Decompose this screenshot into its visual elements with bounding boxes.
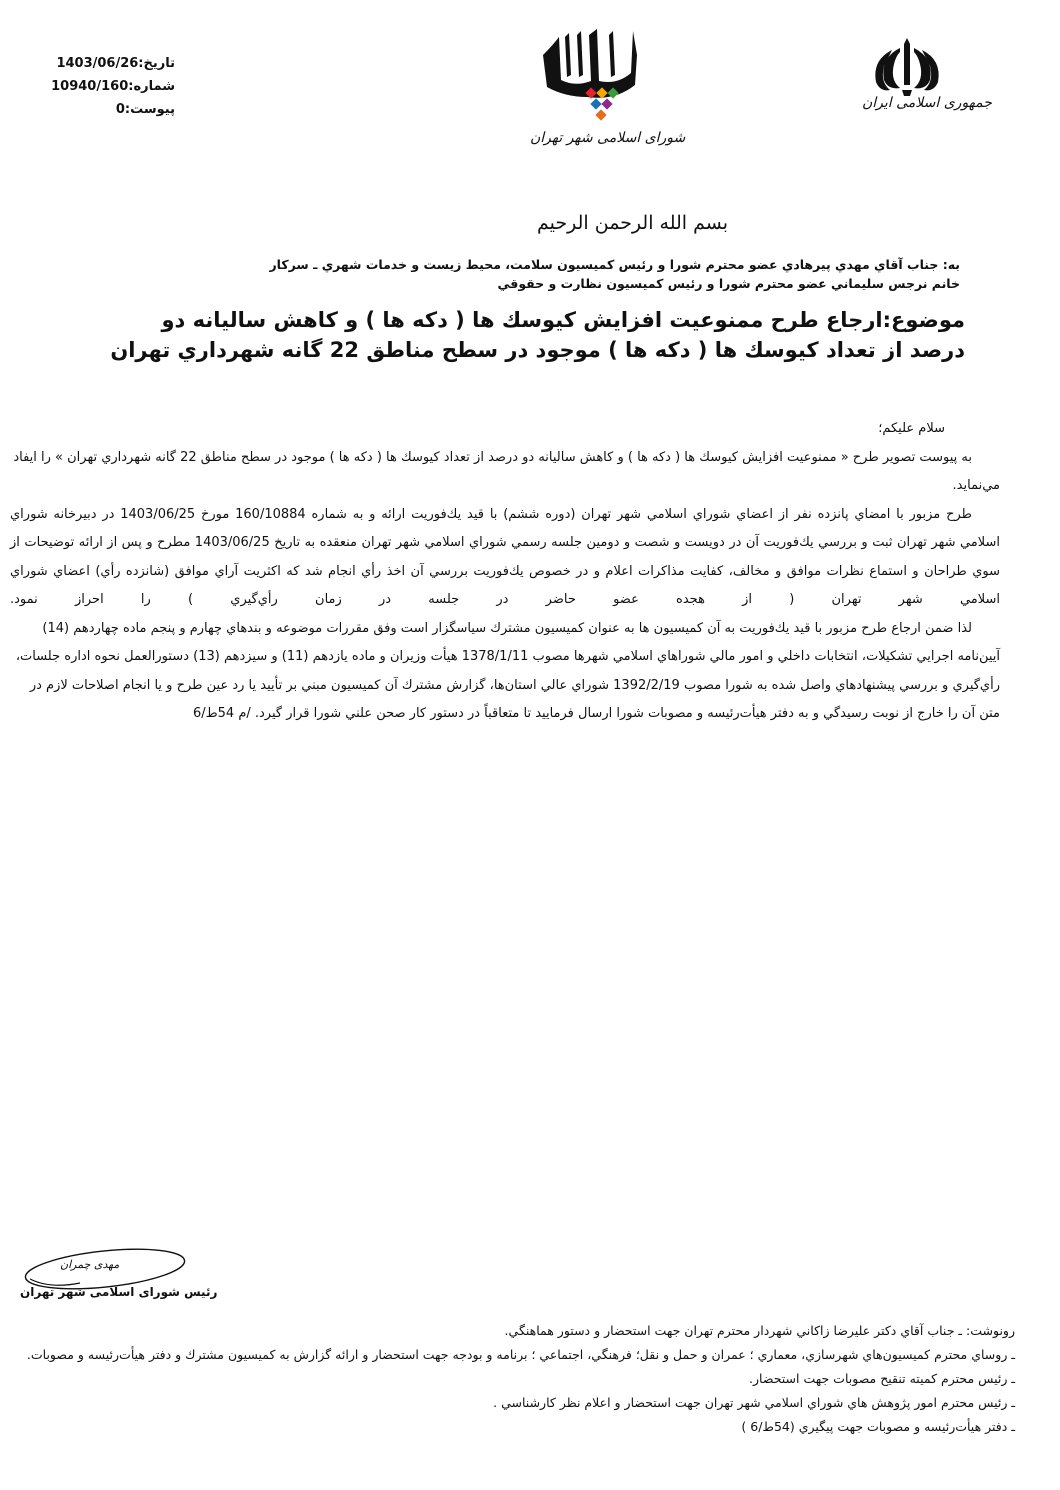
- recipient-line-1: به: جناب آقاي مهدي پيرهادي عضو محترم شورا و رئيس كميسيون سلامت، محيط زيست و خدمات شهري ـ سركار: [269, 257, 960, 272]
- republic-caption: جمهوری اسلامی ایران: [862, 95, 992, 111]
- body-paragraph-3: لذا ضمن ارجاع طرح مزبور با قيد يك‌فوريت به آن كميسيون ها به عنوان كميسيون مشترك سياسگزار است وفق مقررات موضوعه و بندهاي چهارم و پنجم ماده چهاردهم (14) آيين‌نامه اجرايي تشكيلات، انتخابات داخلي و امور مالي شوراهاي اسلامي شهرها مصوب 1378/1/11 هيأت وزيران و ماده يازدهم (11) و سيزدهم (13) دستورالعمل نحوه اداره جلسات، رأي‌گيري و بررسي پيشنهادهاي واصل شده به شورا مصوب 1392/2/19 شوراي عالي استان‌ها، گزارش مشترك آن كميسيون مبني بر تأييد يا رد عين طرح و يا انجام اصلاحات لازم در متن آن را خارج از نوبت رسيدگي و به دفتر هيأت‌رئيسه و مصوبات شورا ارسال فرماييد تا متعاقباً در دستور كار صحن علني شورا قرار گيرد. /م 54ط/6: [15, 620, 1000, 721]
- letter-subject: موضوع:ارجاع طرح ممنوعيت افزايش كيوسك ها ( دكه ها ) و كاهش ساليانه دو درصد از تعداد كيوسك ها ( دكه ها ) موجود در سطح مناطق 22 گانه شهرداري تهران: [110, 308, 965, 362]
- letter-meta: [40, 52, 175, 121]
- recipient-line-2: خانم نرجس سليماني عضو محترم شورا و رئيس كميسيون نظارت و حقوقي: [497, 276, 960, 291]
- cc-item-2: ـ روساي محترم كميسيون‌هاي شهرسازي، معماري ؛ عمران و حمل و نقل؛ فرهنگي، اجتماعي ؛ برنامه و بودجه جهت استحضار و ارائه گزارش به كميسيون مشترك و دفتر هيأت‌رئيسه و مصوبات.: [26, 1347, 1015, 1362]
- attachment-value: 0: [115, 102, 125, 117]
- signer-name: مهدی چمران: [60, 1258, 120, 1271]
- body-paragraph-2: طرح مزبور با امضاي پانزده نفر از اعضاي شوراي اسلامي شهر تهران (دوره ششم) با قيد يك‌فوريت ارائه و به شماره 160/10884 مورخ 1403/06/25 در دبيرخانه شوراي اسلامي شهر تهران ثبت و بررسي يك‌فوريت آن در دويست و شصت و دومين جلسه رسمي شوراي اسلامي شهر تهران منعقده به تاريخ 1403/06/25 مطرح و پس از ارائه توضيحات از سوي طراحان و استماع نظرات موافق و مخالف، كفايت مذاكرات اعلام و در خصوص يك‌فوريت بررسي آن اخذ رأي انجام شد كه اكثريت آراي موافق (شانزده رأي) اعضاي شوراي اسلامي شهر تهران ( از هجده عضو حاضر در جلسه در زمان رأي‌گيري ) را احراز نمود.: [10, 506, 1001, 607]
- letter-body: [10, 415, 1000, 729]
- attachment-row: [40, 98, 175, 121]
- attachment-label: پيوست:: [124, 102, 175, 117]
- body-paragraph-1: به پيوست تصوير طرح « ممنوعيت افزايش كيوسك ها ( دكه ها ) و كاهش ساليانه دو درصد از تعداد كيوسك ها ( دكه ها ) موجود در سطح مناطق 22 گانه شهرداري تهران » را ايفاد مي‌نمايد.: [13, 449, 1000, 493]
- number-label: شماره:: [128, 79, 175, 94]
- cc-item-1: رونوشت: ـ جناب آقاي دكتر عليرضا زاكاني شهردار محترم تهران جهت استحضار و دستور هماهنگي.: [504, 1323, 1015, 1338]
- cc-item-3: ـ رئيس محترم كميته تنقيح مصوبات جهت استحضار.: [749, 1371, 1015, 1386]
- signer-title: رئیس شورای اسلامی شهر تهران: [20, 1285, 218, 1299]
- number-value: 10940/160: [51, 79, 129, 94]
- cc-list: [5, 1322, 1015, 1442]
- greeting: سلام عليكم؛: [878, 421, 945, 436]
- recipients: [80, 255, 960, 293]
- cc-item-4: ـ رئيس محترم امور پژوهش هاي شوراي اسلامي شهر تهران جهت استحضار و اعلام نظر كارشناسي .: [493, 1395, 1015, 1410]
- basmala: بسم الله الرحمن الرحيم: [537, 212, 728, 234]
- number-row: [40, 75, 175, 98]
- date-row: [40, 52, 175, 75]
- date-value: 1403/06/26: [56, 56, 139, 71]
- cc-item-5: ـ دفتر هيأت‌رئيسه و مصوبات جهت پيگيري (54ط/6 ): [741, 1419, 1015, 1434]
- date-label: تاريخ:: [138, 56, 175, 71]
- republic-emblem: [850, 30, 965, 130]
- republic-emblem-icon: [850, 30, 965, 100]
- council-logo-icon: [525, 25, 645, 125]
- council-logo-caption: شورای اسلامی شهر تهران: [530, 130, 686, 146]
